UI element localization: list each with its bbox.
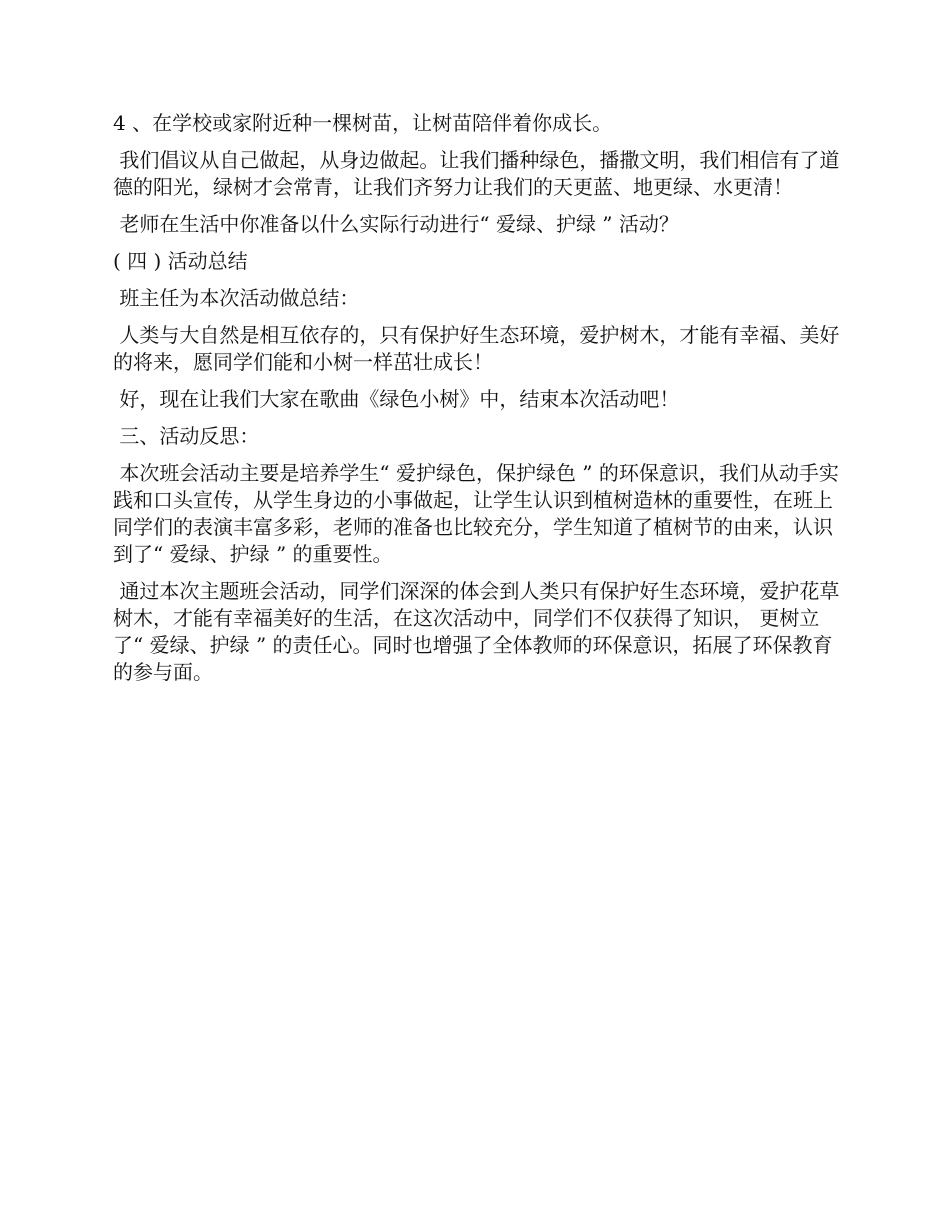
section-heading-reflection: 三、活动反思：: [113, 424, 260, 448]
paragraph-reflection-1: 本次班会活动主要是培养学生“ 爱护绿色，保护绿色 ” 的环保意识，我们从动手实践和口头宣传，从学生身边的小事做起，让学生认识到植树造林的重要性，在班上同学们的表演丰富多彩，老师的准备也比较充分，学生知道了植树节的由来，认识到了“ 爱绿、护绿 ” 的重要性。: [113, 461, 839, 566]
paragraph-reflection-2: 通过本次主题班会活动，同学们深深的体会到人类只有保护好生态环境，爱护花草树木，才能有幸福美好的生活，在这次活动中，同学们不仅获得了知识， 更树立了“ 爱绿、护绿 ” 的责任心。同时也增强了全体教师的环保意识，拓展了环保教育的参与面。: [113, 579, 840, 684]
section-heading-summary: ( 四 ) 活动总结: [113, 249, 248, 273]
paragraph-summary-intro: 班主任为本次活动做总结：: [113, 286, 360, 310]
paragraph-teacher-question: 老师在生活中你准备以什么实际行动进行“ 爱绿、护绿 ” 活动？: [113, 212, 679, 236]
paragraph-closing: 好，现在让我们大家在歌曲《绿色小树》中，结束本次活动吧！: [113, 387, 680, 411]
paragraph-initiative: 我们倡议从自己做起，从身边做起。让我们播种绿色，播撒文明，我们相信有了道德的阳光，绿树才会常青，让我们齐努力让我们的天更蓝、地更绿、水更清！: [113, 148, 840, 199]
paragraph-summary-body: 人类与大自然是相互依存的，只有保护好生态环境，爱护树木，才能有幸福、美好的将来，愿同学们能和小树一样茁壮成长！: [113, 323, 840, 374]
document-page: [113, 110, 841, 696]
paragraph-step-4: 4 、在学校或家附近种一棵树苗，让树苗陪伴着你成长。: [113, 111, 613, 135]
